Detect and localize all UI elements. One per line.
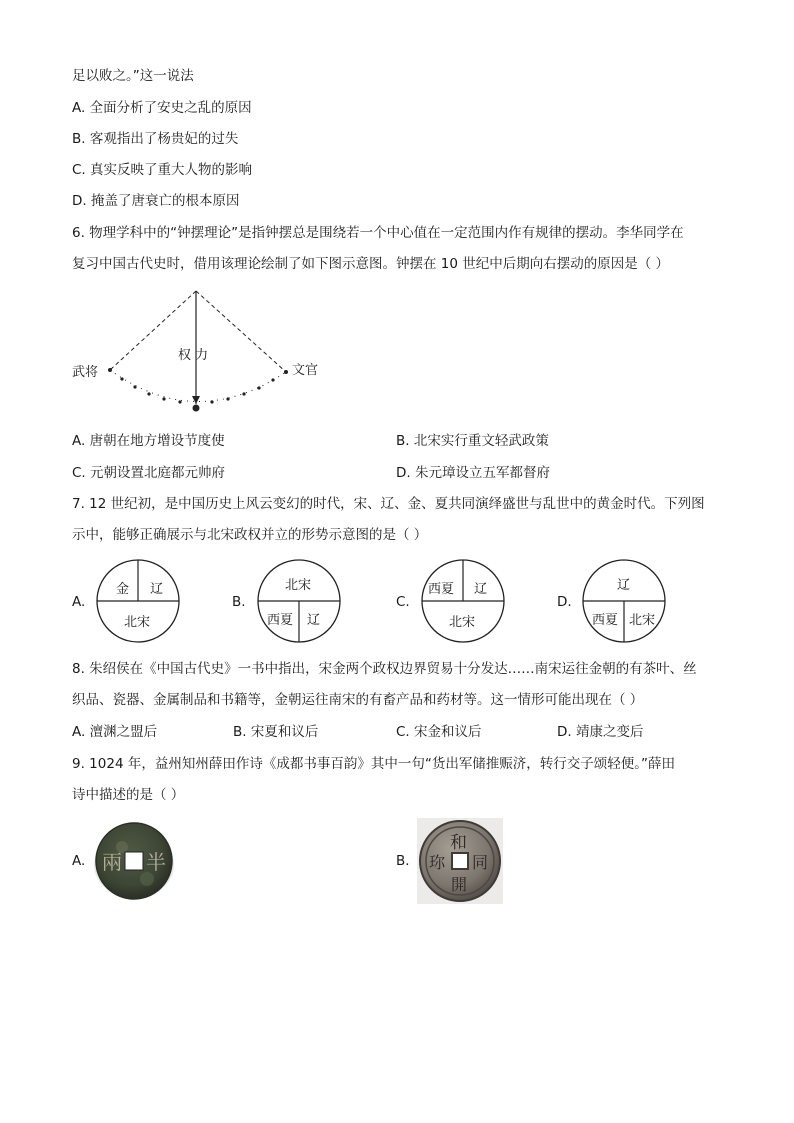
q7-stem-line2: 示中，能够正确展示与北宋政权并立的形势示意图的是（ ）	[72, 527, 428, 543]
q7-c-bottom: 北宋	[449, 615, 476, 630]
q5-option-c: C. 真实反映了重大人物的影响	[72, 162, 253, 178]
q7-option-d-letter: D.	[557, 594, 572, 610]
q8-option-c: C. 宋金和议后	[396, 724, 482, 740]
q5-option-a: A. 全面分析了安史之乱的原因	[72, 100, 252, 116]
q6-stem-line2: 复习中国古代史时，借用该理论绘制了如下图示意图。钟摆在 10 世纪中后期向右摆动的原因是（ ）	[72, 256, 670, 272]
coin-b-char-left: 珎	[429, 853, 446, 872]
q7-b-bottom-left: 西夏	[267, 613, 294, 628]
q5-text-cont: 足以败之。”这一说法	[72, 68, 194, 84]
q7-d-top: 辽	[617, 578, 631, 593]
coin-b-char-bottom: 開	[451, 875, 468, 894]
q7-option-b-circle	[256, 558, 342, 644]
q7-stem-line1: 7. 12 世纪初，是中国历史上风云变幻的时代，宋、辽、金、夏共同演绎盛世与乱世中的黄金时代。下列图	[72, 496, 705, 512]
q7-c-top-right: 辽	[474, 582, 488, 597]
q8-option-a: A. 澶渊之盟后	[72, 724, 158, 740]
q9-coin-a-image	[92, 819, 176, 903]
q6-option-d: D. 朱元璋设立五军都督府	[396, 465, 550, 481]
q8-option-b: B. 宋夏和议后	[233, 724, 319, 740]
pendulum-label-left: 武将	[72, 365, 99, 380]
q7-option-d-circle	[581, 558, 667, 644]
q6-option-c: C. 元朝设置北庭都元帅府	[72, 465, 226, 481]
q8-option-d: D. 靖康之变后	[557, 724, 644, 740]
q7-c-top-left: 西夏	[428, 582, 455, 597]
coin-a-char-left: 兩	[102, 850, 122, 874]
coin-b-char-top: 和	[450, 833, 467, 853]
q7-a-bottom: 北宋	[124, 615, 151, 630]
pendulum-label-center: 权 力	[178, 348, 209, 363]
q7-option-a-letter: A.	[72, 594, 86, 610]
pendulum-bob	[193, 405, 200, 412]
q9-option-b-letter: B.	[396, 853, 410, 869]
q7-option-b-letter: B.	[232, 594, 246, 610]
q7-d-bottom-right: 北宋	[629, 613, 656, 628]
q7-option-c-circle	[420, 558, 506, 644]
pendulum-right-string	[196, 291, 286, 372]
q8-stem-line1: 8. 朱绍侯在《中国古代史》一书中指出，宋金两个政权边界贸易十分发达……南宋运往金朝的有茶叶、丝	[72, 661, 697, 677]
q9-stem-line1: 9. 1024 年，益州知州薛田作诗《成都书事百韵》其中一句“货出军储推赈济，转行交子颂轻便。”薛田	[72, 756, 676, 772]
pendulum-diagram	[60, 284, 340, 424]
q6-option-a: A. 唐朝在地方增设节度使	[72, 433, 225, 449]
q7-d-bottom-left: 西夏	[592, 613, 619, 628]
q7-option-a-circle	[95, 558, 181, 644]
q7-option-c-letter: C.	[396, 594, 410, 610]
q7-b-top: 北宋	[285, 578, 312, 593]
q9-option-a-letter: A.	[72, 853, 86, 869]
q5-option-b: B. 客观指出了杨贵妃的过失	[72, 131, 239, 147]
q7-a-top-right: 辽	[150, 582, 164, 597]
q7-a-top-left: 金	[116, 582, 130, 597]
q7-b-bottom-right: 辽	[307, 613, 321, 628]
q9-stem-line2: 诗中描述的是（ ）	[72, 787, 185, 803]
coin-a-char-right: 半	[146, 850, 166, 874]
q9-coin-b-image	[417, 818, 503, 904]
q5-option-d: D. 掩盖了唐衰亡的根本原因	[72, 193, 240, 209]
coin-b-char-right: 同	[472, 853, 489, 872]
pendulum-label-right: 文官	[292, 363, 319, 378]
q8-stem-line2: 织品、瓷器、金属制品和书籍等，金朝运往南宋的有畜产品和药材等。这一情形可能出现在（ ）	[72, 692, 644, 708]
q6-stem-line1: 6. 物理学科中的“钟摆理论”是指钟摆总是围绕若一个中心值在一定范围内作有规律的摆动。李华同学在	[72, 225, 684, 241]
q6-option-b: B. 北宋实行重文轻武政策	[396, 433, 549, 449]
pendulum-arrow-head	[192, 396, 200, 404]
